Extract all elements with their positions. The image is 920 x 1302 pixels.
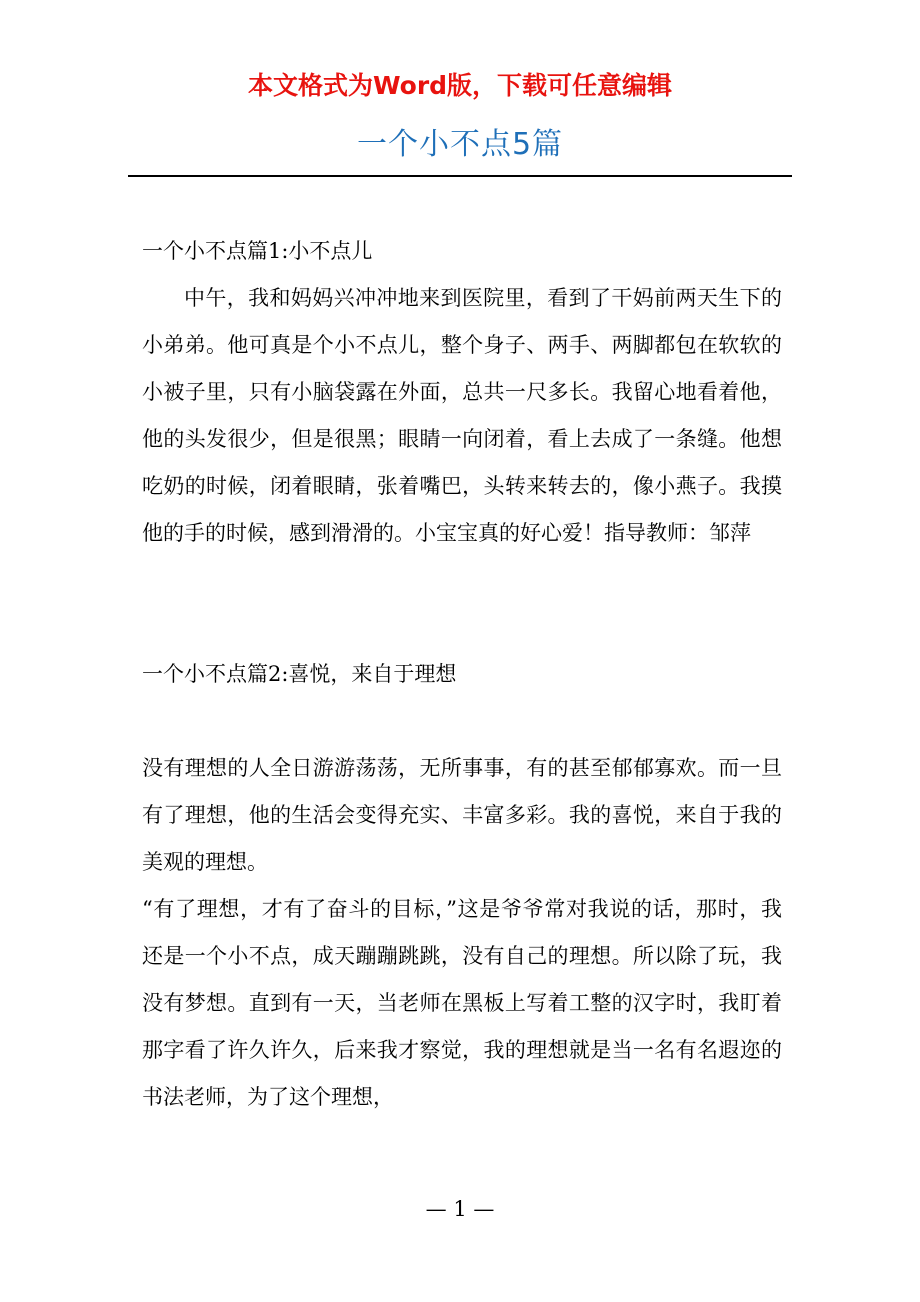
section-1-paragraph-1: 中午，我和妈妈兴冲冲地来到医院里，看到了干妈前两天生下的小弟弟。他可真是个小不点儿，整个身子、两手、两脚都包在软软的小被子里，只有小脑袋露在外面，总共一尺多长。我留心地看着他，他的头发很少，但是很黑；眼睛一向闭着，看上去成了一条缝。他想吃奶的时候，闭着眼睛，张着嘴巴，头转来转去的，像小燕子。我摸他的手的时候，感到滑滑的。小宝宝真的好心爱！指导教师：邹萍 [142, 286, 782, 545]
section-spacer [142, 557, 782, 651]
document-title: 一个小不点5篇 [356, 127, 564, 162]
format-notice: 本文格式为Word版，下载可任意编辑 [247, 71, 673, 100]
paragraph-spacer [142, 698, 782, 745]
page-number: — 1 — [425, 1197, 495, 1221]
section-2-paragraph-1: 没有理想的人全日游游荡荡，无所事事，有的甚至郁郁寡欢。而一旦有了理想，他的生活会变得充实、丰富多彩。我的喜悦，来自于我的美观的理想。 [142, 756, 782, 874]
header-divider [128, 175, 792, 177]
section-1-heading: 一个小不点篇1:小不点儿 [142, 239, 373, 263]
section-2-paragraph-2: “有了理想，才有了奋斗的目标，”这是爷爷常对我说的话，那时，我还是一个小不点，成天蹦蹦跳跳，没有自己的理想。所以除了玩，我没有梦想。直到有一天，当老师在黑板上写着工整的汉字时，我盯着那字看了许久许久，后来我才察觉，我的理想就是当一名有名遐迩的书法老师，为了这个理想， [142, 897, 782, 1109]
section-2-heading: 一个小不点篇2:喜悦，来自于理想 [142, 662, 457, 686]
document-body [142, 228, 782, 1121]
